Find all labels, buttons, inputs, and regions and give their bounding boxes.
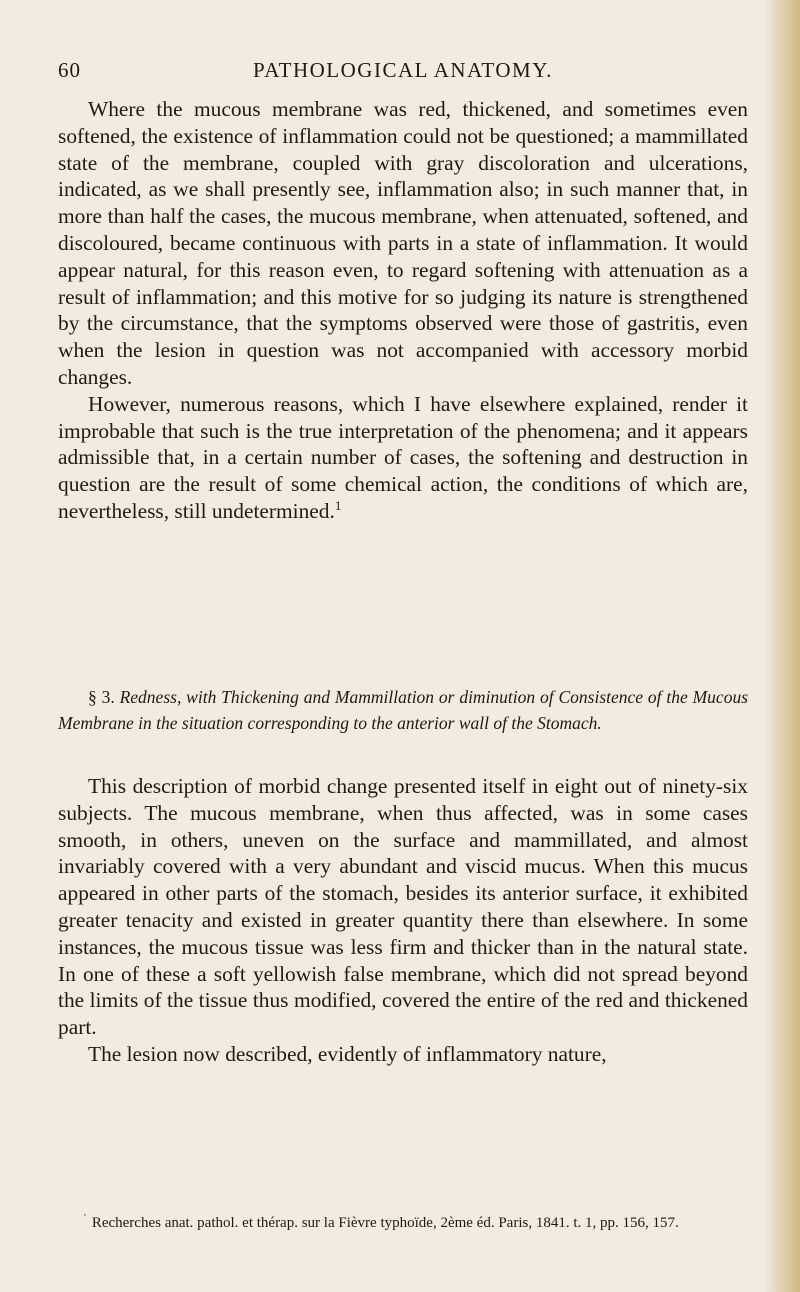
- paragraph: This description of morbid change presented itself in eight out of ninety-six subjects. The mucous membrane, when thus affected, was in some cases smooth, in others, uneven on the surface and mammillated, and almost invariably covered with a very abundant and viscid mucus. When this mucus appeared in other parts of the stomach, besides its anterior surface, it exhibited greater tenacity and existed in greater quantity there than elsewhere. In some instances, the mucous tissue was less firm and thicker than in the natural state. In one of these a soft yellowish false membrane, which did not spread beyond the limits of the tissue thus modified, covered the entire of the red and thickened part.: [58, 774, 748, 1040]
- footnote-mark: ': [84, 1213, 86, 1224]
- section-title: Redness, with Thickening and Mammillation or diminution of Consistence of the Mucous Membrane in the situation corresponding to the anterior wall of the Stomach.: [58, 687, 749, 733]
- body-text: [58, 96, 748, 525]
- paragraph: Where the mucous membrane was red, thickened, and sometimes even softened, the existence of inflammation could not be questioned; a mammillated state of the membrane, coupled with gray discoloration and ulcerations, indicated, as we shall presently see, inflammation also; in such manner that, in more than half the cases, the mucous membrane, when attenuated, softened, and discoloured, became continuous with parts in a state of inflammation. It would appear natural, for this reason even, to regard softening with attenuation as a result of inflammation; and this motive for so judging its nature is strengthened by the circumstance, that the symptoms observed were those of gastritis, even when the lesion in question was not accompanied with accessory morbid changes.: [58, 97, 748, 389]
- footnote-reference: 1: [334, 497, 342, 513]
- section-number: § 3.: [88, 687, 115, 707]
- section-body-text: [58, 773, 748, 1068]
- header-title: PATHOLOGICAL ANATOMY.: [253, 58, 553, 82]
- running-head: [58, 58, 748, 88]
- paragraph-text: However, numerous reasons, which I have elsewhere explained, render it improbable that such is the true interpretation of the phenomena; and it appears admissible that, in a certain number of cases, the softening and destruction in question are the result of some chemical action, the conditions of which are, nevertheless, still undetermined.: [58, 391, 748, 523]
- paragraph: [58, 391, 748, 525]
- paragraph: The lesion now described, evidently of inflammatory nature,: [88, 1041, 607, 1066]
- footnote: [58, 1213, 748, 1234]
- page-number: 60: [58, 58, 81, 82]
- page-edge-shading: [764, 0, 800, 1292]
- section-heading: [58, 685, 748, 736]
- footnote-text: Recherches anat. pathol. et thérap. sur la Fièvre typhoïde, 2ème éd. Paris, 1841. t. 1, pp. 156, 157.: [91, 1215, 679, 1231]
